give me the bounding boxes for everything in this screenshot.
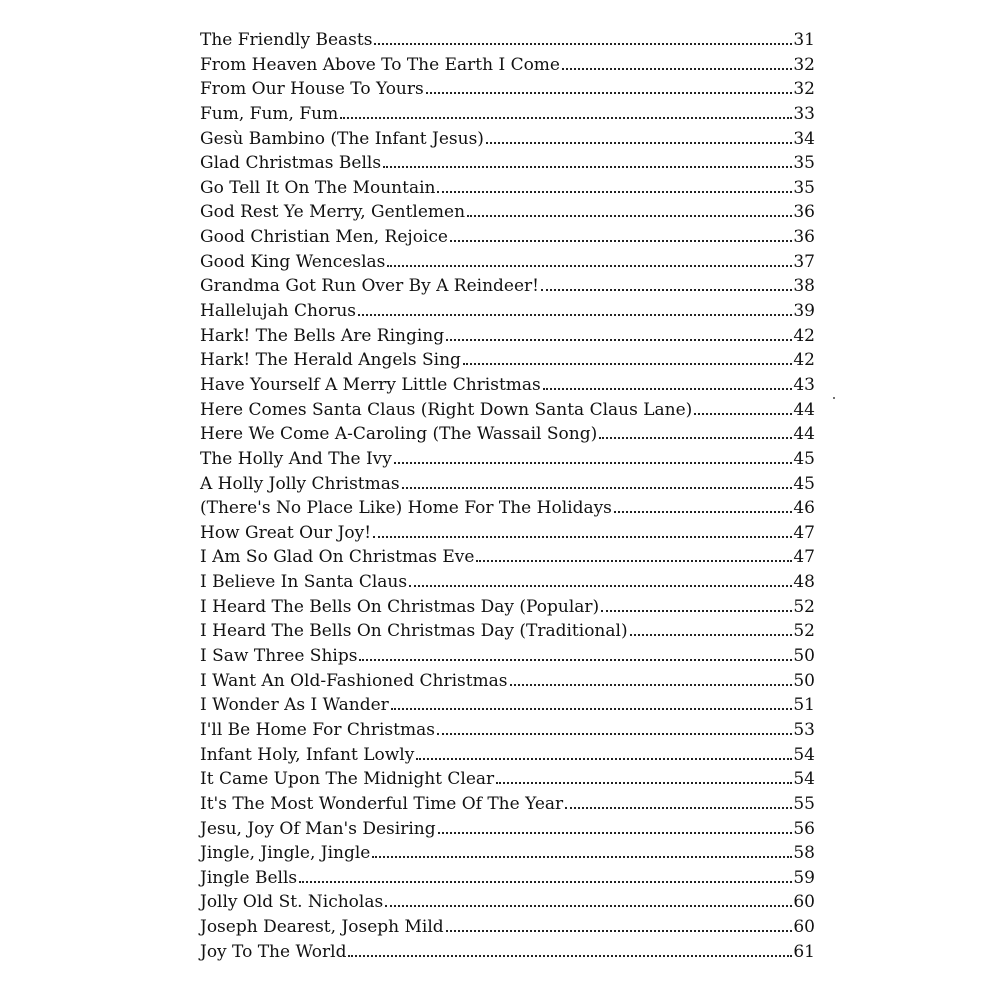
toc-entry-page-number: 42 [793,350,815,371]
toc-entry-title: Jesu, Joy Of Man's Desiring [200,818,436,839]
toc-entry-page-number: 45 [793,473,815,494]
toc-entry-title: Here Comes Santa Claus (Right Down Santa Claus Lane) [200,399,693,420]
toc-entry-page-number: 32 [793,79,815,100]
toc-entry-page-number: 56 [793,818,815,839]
toc-entry [200,498,815,523]
dot-leader [372,856,792,858]
dot-leader [391,708,793,710]
toc-entry-title: Joseph Dearest, Joseph Mild [200,917,444,938]
toc-entry-page-number: 42 [793,325,815,346]
toc-entry [200,424,815,449]
toc-entry [200,646,815,671]
toc-entry-title: I Wonder As I Wander [200,695,389,716]
dot-leader [446,930,793,932]
toc-entry-title: Infant Holy, Infant Lowly [200,744,415,765]
toc-entry [200,917,815,942]
toc-entry [200,55,815,80]
toc-entry-page-number: 36 [793,227,815,248]
dot-leader [601,610,792,612]
toc-entry [200,326,815,351]
toc-entry [200,252,815,277]
toc-entry-title: Fum, Fum, Fum [200,103,339,124]
dot-leader [476,560,792,562]
dot-leader [496,782,792,784]
dot-leader [394,462,792,464]
dot-leader [437,191,792,193]
dot-leader [359,659,792,661]
toc-entry [200,400,815,425]
toc-entry-title: I Heard The Bells On Christmas Day (Traditional) [200,621,628,642]
toc-entry-page-number: 35 [793,153,815,174]
dot-leader [348,955,792,957]
toc-entry [200,745,815,770]
toc-entry [200,301,815,326]
toc-entry-page-number: 39 [793,301,815,322]
toc-entry-page-number: 54 [793,744,815,765]
dot-leader [383,166,792,168]
toc-entry [200,449,815,474]
dot-leader [438,832,793,834]
dot-leader [387,265,792,267]
toc-entry [200,227,815,252]
toc-entry [200,695,815,720]
toc-entry [200,79,815,104]
dot-leader [486,142,792,144]
toc-entry-title: How Great Our Joy! [200,522,372,543]
toc-entry [200,819,815,844]
toc-entry [200,104,815,129]
toc-entry-title: Good Christian Men, Rejoice [200,227,448,248]
toc-entry-page-number: 51 [793,695,815,716]
toc-entry-title: It Came Upon The Midnight Clear [200,769,495,790]
dot-leader [374,43,792,45]
toc-entry-page-number: 59 [793,867,815,888]
toc-entry-page-number: 55 [793,793,815,814]
stray-dot-mark [833,397,835,399]
toc-entry-page-number: 60 [793,892,815,913]
dot-leader [541,289,792,291]
toc-entry [200,769,815,794]
toc-entry-page-number: 44 [793,424,815,445]
dot-leader [630,634,793,636]
toc-entry [200,474,815,499]
toc-entry-title: (There's No Place Like) Home For The Holidays [200,498,612,519]
toc-entry-page-number: 32 [793,54,815,75]
toc-entry-title: Jingle, Jingle, Jingle [200,843,371,864]
toc-entry-page-number: 50 [793,670,815,691]
toc-entry-page-number: 38 [793,276,815,297]
toc-entry-title: Good King Wenceslas [200,251,386,272]
toc-entry-page-number: 58 [793,843,815,864]
toc-entry-page-number: 47 [793,547,815,568]
toc-entry-page-number: 45 [793,448,815,469]
toc-entry [200,547,815,572]
dot-leader [599,437,792,439]
dot-leader [402,487,793,489]
toc-entry [200,892,815,917]
toc-entry-title: God Rest Ye Merry, Gentlemen [200,202,466,223]
dot-leader [510,684,793,686]
toc-entry-page-number: 37 [793,251,815,272]
toc-entry-title: A Holly Jolly Christmas [200,473,400,494]
toc-entry-title: Here We Come A-Caroling (The Wassail Song) [200,424,598,445]
toc-entry-page-number: 46 [793,498,815,519]
toc-entry-page-number: 52 [793,621,815,642]
toc-entry-page-number: 47 [793,522,815,543]
dot-leader [694,413,792,415]
toc-entry [200,942,815,967]
toc-entry [200,153,815,178]
dot-leader [416,758,792,760]
toc-entry-title: Joy To The World [200,941,347,962]
toc-entry-title: I Saw Three Ships [200,646,358,667]
toc-entry [200,794,815,819]
toc-entry [200,30,815,55]
toc-entry-page-number: 36 [793,202,815,223]
toc-entry-page-number: 54 [793,769,815,790]
toc-entry-title: Gesù Bambino (The Infant Jesus) [200,128,484,149]
toc-entry-page-number: 60 [793,917,815,938]
dot-leader [614,511,792,513]
toc-entry [200,202,815,227]
toc-entry-title: I Believe In Santa Claus [200,572,408,593]
toc-entry-title: Grandma Got Run Over By A Reindeer! [200,276,540,297]
dot-leader [385,905,792,907]
toc-entry-page-number: 52 [793,596,815,617]
toc-entry-title: Hark! The Bells Are Ringing [200,325,445,346]
toc-entry-title: Have Yourself A Merry Little Christmas [200,374,541,395]
dot-leader [299,881,792,883]
toc-entry [200,843,815,868]
toc-entry-title: I Am So Glad On Christmas Eve [200,547,475,568]
toc-entry-title: The Friendly Beasts [200,30,373,50]
toc-entry [200,375,815,400]
dot-leader [358,314,792,316]
toc-entry-title: Jingle Bells [200,867,298,888]
toc-entry [200,129,815,154]
dot-leader [373,536,792,538]
toc-entry [200,350,815,375]
dot-leader [543,388,793,390]
dot-leader [450,240,792,242]
toc-entry [200,671,815,696]
dot-leader [426,92,793,94]
toc-entry [200,720,815,745]
toc-entry [200,868,815,893]
toc-entry-page-number: 50 [793,646,815,667]
toc-entry-title: From Our House To Yours [200,79,424,100]
toc-entry-title: Hallelujah Chorus [200,301,357,322]
dot-leader [562,68,792,70]
toc-entry-page-number: 44 [793,399,815,420]
dot-leader [463,363,792,365]
toc-entry [200,572,815,597]
table-of-contents [200,30,815,966]
toc-entry-title: Go Tell It On The Mountain [200,177,436,198]
toc-entry-title: Glad Christmas Bells [200,153,382,174]
toc-entry-title: Jolly Old St. Nicholas [200,892,384,913]
toc-entry [200,597,815,622]
toc-entry [200,621,815,646]
toc-entry-title: Hark! The Herald Angels Sing [200,350,461,371]
toc-entry [200,276,815,301]
dot-leader [565,807,792,809]
toc-entry [200,523,815,548]
dot-leader [437,733,792,735]
toc-entry-page-number: 33 [793,103,815,124]
toc-entry-page-number: 35 [793,177,815,198]
toc-entry-page-number: 34 [793,128,815,149]
toc-entry [200,178,815,203]
toc-entry-page-number: 43 [793,374,815,395]
dot-leader [409,585,792,587]
toc-entry-title: I Want An Old-Fashioned Christmas [200,670,508,691]
toc-entry-title: The Holly And The Ivy [200,448,392,469]
toc-entry-page-number: 61 [793,941,815,962]
toc-entry-page-number: 31 [793,30,815,50]
toc-entry-title: I'll Be Home For Christmas [200,719,435,740]
toc-entry-title: I Heard The Bells On Christmas Day (Popular) [200,596,600,617]
toc-entry-page-number: 48 [793,572,815,593]
dot-leader [467,215,792,217]
dot-leader [446,339,792,341]
toc-entry-page-number: 53 [793,719,815,740]
toc-entry-title: It's The Most Wonderful Time Of The Year [200,793,564,814]
dot-leader [340,117,792,119]
toc-entry-title: From Heaven Above To The Earth I Come [200,54,560,75]
